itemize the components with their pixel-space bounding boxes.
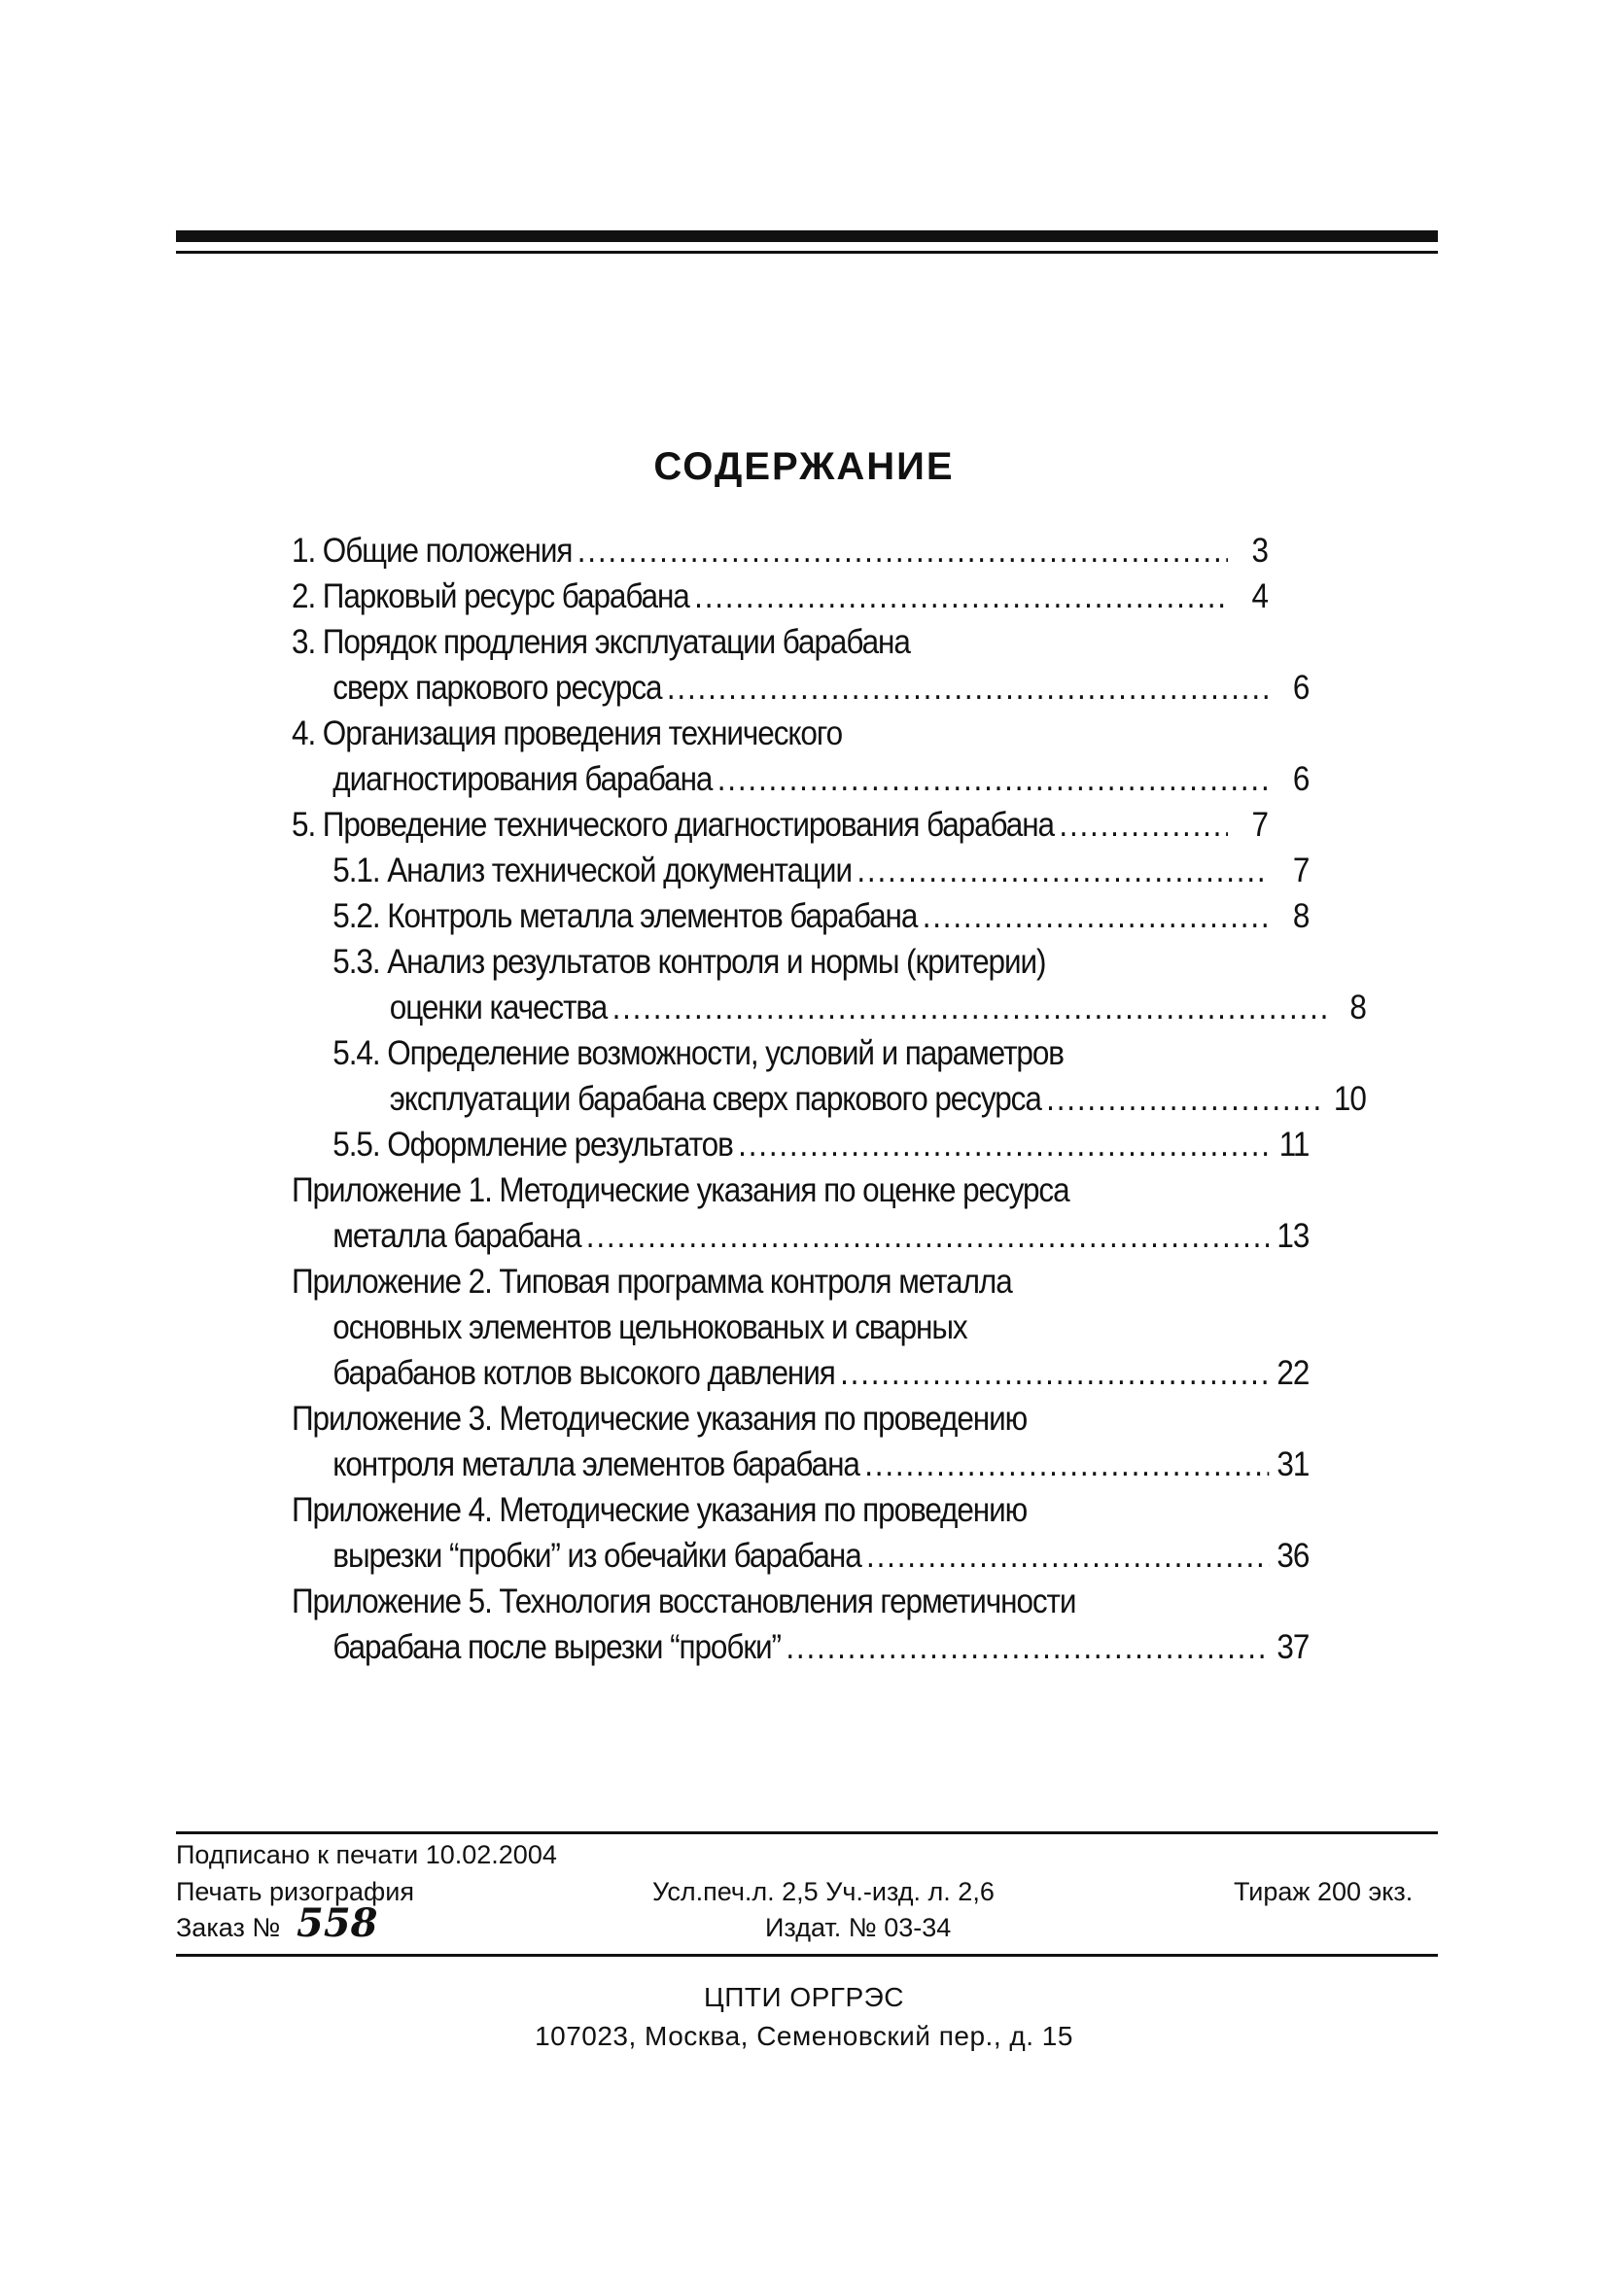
toc-entry [292,619,1268,665]
toc-entry [292,1442,1309,1487]
toc-entry-title: основных элементов цельнокованых и сварных [332,1308,967,1346]
toc-leader-dots [866,1533,1269,1579]
toc-entry-title: металла барабана [332,1217,581,1255]
toc-entry [292,756,1309,802]
table-of-contents [292,528,1366,1670]
toc-entry [292,1259,1268,1305]
toc-page-number: 13 [1276,1217,1310,1255]
toc-entry-title: вырезки “пробки” из обечайки барабана [332,1537,861,1575]
imprint-rule-top [176,1831,1438,1834]
toc-entry-title: оценки качества [389,989,608,1026]
toc-leader-dots [1059,802,1227,848]
toc-page-number: 3 [1251,532,1268,570]
order-label: Заказ № [176,1913,281,1942]
circulation: Тираж 200 экз. [1234,1877,1414,1906]
toc-entry [292,711,1268,756]
toc-entry-title: контроля металла элементов барабана [332,1445,859,1483]
toc-entry [292,893,1309,939]
toc-entry-title: Приложение 2. Типовая программа контроля металла [292,1263,1012,1301]
toc-entry-title: 4. Организация проведения технического [292,714,843,752]
print-method: Печать ризография [176,1877,414,1906]
toc-entry [292,1579,1268,1624]
toc-entry [292,1624,1309,1670]
toc-page-number: 7 [1292,852,1310,889]
toc-leader-dots [694,574,1227,619]
toc-entry-title: эксплуатации барабана сверх паркового ресурса [389,1080,1041,1118]
header-rule-thin [176,251,1438,254]
toc-entry-title: 5.2. Контроль металла элементов барабана [332,897,918,935]
signed-date: Подписано к печати 10.02.2004 [176,1840,557,1869]
toc-leader-dots [1046,1076,1325,1122]
toc-entry-title: диагностирования барабана [332,760,713,798]
toc-entry [292,528,1268,574]
toc-leader-dots [586,1213,1269,1259]
toc-page-number: 7 [1251,806,1268,844]
order-number-handwritten: 558 [297,1900,378,1946]
toc-leader-dots [612,985,1326,1030]
toc-page-number: 10 [1333,1080,1366,1118]
toc-leader-dots [864,1442,1269,1487]
toc-entry [292,1076,1366,1122]
toc-entry [292,1487,1268,1533]
publisher-number: Издат. № 03-34 [765,1913,952,1942]
toc-page-number: 31 [1276,1445,1310,1483]
toc-leader-dots [738,1122,1269,1167]
toc-page-number: 36 [1276,1537,1310,1575]
toc-entry [292,1213,1309,1259]
toc-entry [292,1305,1309,1350]
toc-entry [292,574,1268,619]
toc-entry-title: 2. Парковый ресурс барабана [292,577,689,615]
publisher-address: 107023, Москва, Семеновский пер., д. 15 [535,2021,1073,2051]
toc-entry-title: Приложение 3. Методические указания по проведению [292,1400,1028,1438]
toc-page-number: 4 [1251,577,1268,615]
toc-entry [292,1167,1268,1213]
toc-leader-dots [717,756,1269,802]
toc-entry-title: Приложение 4. Методические указания по проведению [292,1491,1028,1529]
toc-entry-title: барабана после вырезки “пробки” [332,1628,781,1666]
toc-entry-title: 5.5. Оформление результатов [332,1126,733,1164]
toc-leader-dots [577,528,1228,574]
toc-entry-title: 3. Порядок продления эксплуатации барабана [292,623,910,661]
toc-entry [292,1122,1309,1167]
sheets-info: Усл.печ.л. 2,5 Уч.-изд. л. 2,6 [652,1877,995,1906]
imprint-rule-bottom [176,1954,1438,1957]
toc-entry [292,665,1309,711]
toc-entry [292,939,1309,985]
toc-page-number: 8 [1349,989,1366,1026]
toc-entry [292,1396,1268,1442]
toc-entry-title: 1. Общие положения [292,532,573,570]
toc-page-number: 6 [1292,760,1310,798]
toc-entry-title: 5.1. Анализ технической документации [332,852,852,889]
toc-entry [292,1350,1309,1396]
toc-entry [292,985,1366,1030]
header-rule-thick [176,230,1438,242]
toc-entry-title: барабанов котлов высокого давления [332,1354,835,1392]
toc-entry-title: 5. Проведение технического диагностирования барабана [292,806,1054,844]
toc-entry-title: 5.4. Определение возможности, условий и параметров [332,1034,1064,1072]
toc-leader-dots [840,1350,1269,1396]
toc-entry-title: Приложение 1. Методические указания по оценке ресурса [292,1171,1069,1209]
toc-entry-title: 5.3. Анализ результатов контроля и нормы (критерии) [332,943,1046,981]
toc-page-number: 11 [1278,1126,1310,1164]
toc-entry [292,848,1309,893]
toc-entry [292,1533,1309,1579]
publisher-name: ЦПТИ ОРГРЭС [704,1982,904,2012]
toc-leader-dots [923,893,1269,939]
toc-entry-title: Приложение 5. Технология восстановления герметичности [292,1583,1076,1620]
toc-leader-dots [856,848,1269,893]
toc-entry-title: сверх паркового ресурса [332,669,662,707]
toc-page-number: 8 [1292,897,1310,935]
toc-leader-dots [786,1624,1269,1670]
toc-entry [292,802,1268,848]
toc-leader-dots [667,665,1269,711]
toc-page-number: 22 [1276,1354,1310,1392]
page-title: СОДЕРЖАНИЕ [653,445,955,488]
toc-page-number: 37 [1276,1628,1310,1666]
toc-page-number: 6 [1292,669,1310,707]
toc-entry [292,1030,1309,1076]
